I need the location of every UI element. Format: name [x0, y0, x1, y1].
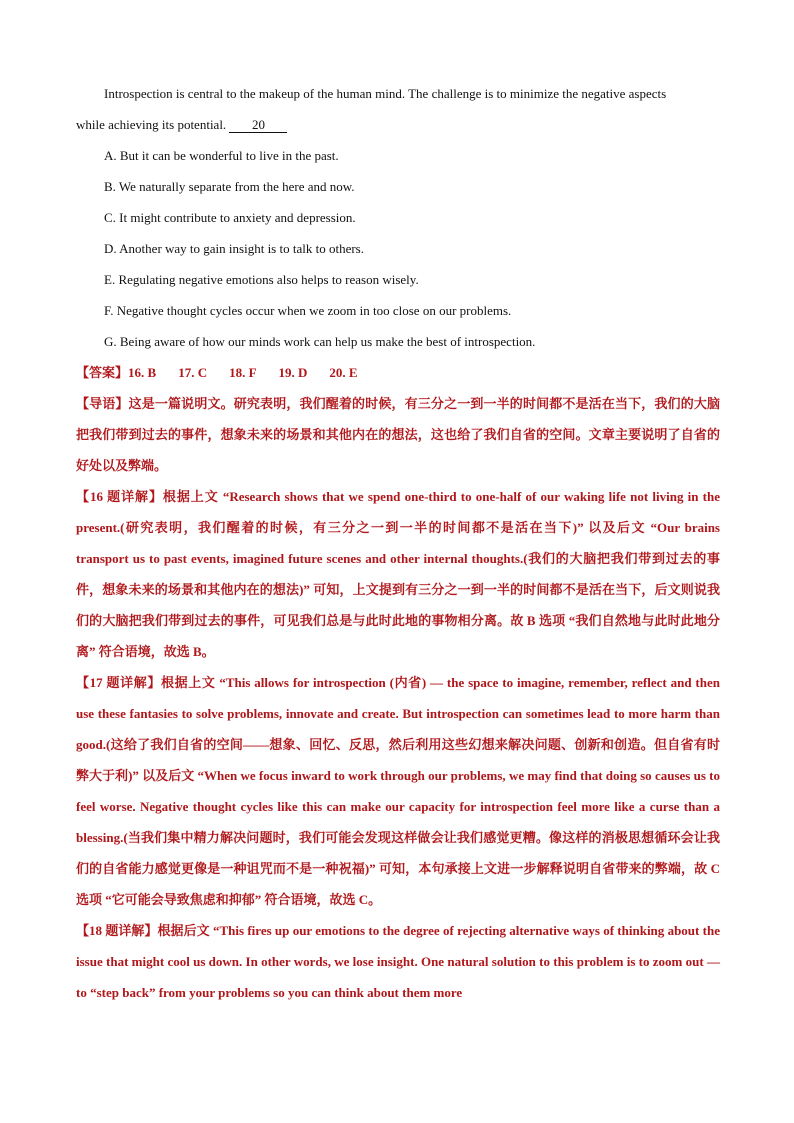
answer-16: 16. B	[128, 365, 157, 380]
document-page	[76, 78, 720, 1008]
explanation-18-text: 根据后文 “This fires up our emotions to the degree of rejecting alternative ways of thinking about the issue that might cool us down. In other words, we lose insight. One natural solution to this problem is to zoom out — to “step back” from your problems so you can think about them more	[76, 923, 720, 1000]
answer-19: 19. D	[278, 365, 308, 380]
options-list	[76, 140, 720, 357]
explanation-18	[76, 915, 720, 1008]
explanation-16-label: 【16 题详解】	[76, 489, 163, 504]
answer-label: 【答案】	[76, 365, 129, 380]
guide-paragraph	[76, 388, 720, 481]
guide-text: 这是一篇说明文。研究表明，我们醒着的时候，有三分之一到一半的时间都不是活在当下，我们的大脑把我们带到过去的事件，想象未来的场景和其他内在的想法，这也给了我们自省的空间。文章主要说明了自省的好处以及弊端。	[76, 396, 720, 473]
answer-blank-20: 20	[229, 118, 287, 133]
explanation-17-label: 【17 题详解】	[76, 675, 161, 690]
guide-label: 【导语】	[76, 396, 129, 411]
answer-key	[76, 357, 720, 388]
option-e: E. Regulating negative emotions also helps to reason wisely.	[104, 272, 419, 287]
explanation-16-text: 根据上文 “Research shows that we spend one-third to one-half of our waking life not living in the present.(研究表明，我们醒着的时候，有三分之一到一半的时间都不是活在当下)” 以及后文 “Our brains transport us to past events, imagined future scenes and other internal thoughts.(我们的大脑把我们带到过去的事件，想象未来的场景和其他内在的想法)” 可知，上文提到有三分之一到一半的时间都不是活在当下，后文则说我们的大脑把我们带到过去的事件，可见我们总是与此时此地的事物相分离。故 B 选项 “我们自然地与此时此地分离” 符合语境，故选 B。	[76, 489, 720, 659]
passage-excerpt	[76, 78, 720, 140]
passage-line-1: Introspection is central to the makeup of the human mind. The challenge is to minimize the negative aspects	[104, 86, 667, 101]
explanation-18-label: 【18 题详解】	[76, 923, 158, 938]
explanation-16	[76, 481, 720, 667]
option-d: D. Another way to gain insight is to talk to others.	[104, 241, 364, 256]
answer-18: 18. F	[229, 365, 257, 380]
option-a: A. But it can be wonderful to live in the past.	[104, 148, 339, 163]
answer-20: 20. E	[329, 365, 358, 380]
option-f: F. Negative thought cycles occur when we zoom in too close on our problems.	[104, 303, 512, 318]
option-b: B. We naturally separate from the here and now.	[104, 179, 355, 194]
answer-17: 17. C	[178, 365, 208, 380]
passage-line-2	[76, 109, 720, 140]
option-c: C. It might contribute to anxiety and depression.	[104, 210, 356, 225]
explanation-17-text: 根据上文 “This allows for introspection (内省) — the space to imagine, remember, reflect and then use these fantasies to solve problems, innovate and create. But introspection can sometimes lead to more harm than good.(这给了我们自省的空间——想象、回忆、反思，然后利用这些幻想来解决问题、创新和创造。但自省有时弊大于利)” 以及后文 “When we focus inward to work through our problems, we may find that doing so causes us to feel worse. Negative thought cycles like this can make our capacity for introspection feel more like a curse than a blessing.(当我们集中精力解决问题时，我们可能会发现这样做会让我们感觉更糟。像这样的消极思想循环会让我们的自省能力感觉更像是一种诅咒而不是一种祝福)” 可知，本句承接上文进一步解释说明自省带来的弊端，故 C 选项 “它可能会导致焦虑和抑郁” 符合语境，故选 C。	[76, 675, 720, 907]
passage-line-2-text: while achieving its potential.	[76, 117, 227, 132]
option-g: G. Being aware of how our minds work can help us make the best of introspection.	[104, 334, 536, 349]
explanation-17	[76, 667, 720, 915]
